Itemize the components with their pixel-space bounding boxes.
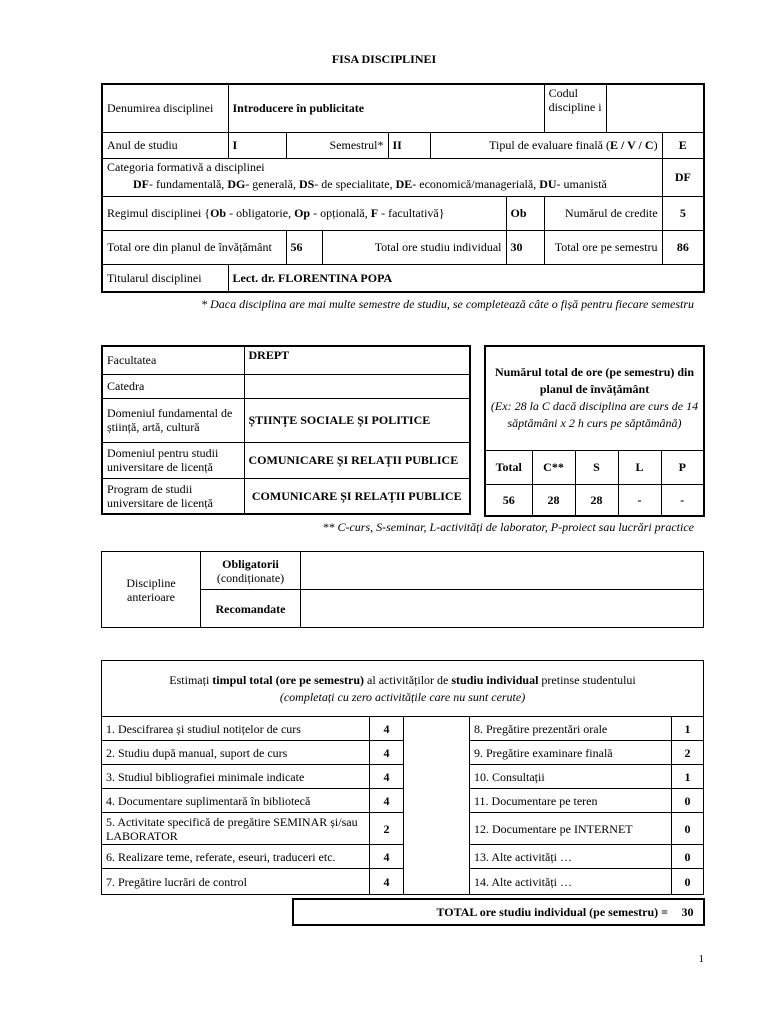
activity-label: 5. Activitate specifică de pregătire SEMINAR și/sau LABORATOR (102, 813, 370, 845)
domeniul-studii-value: COMUNICARE ȘI RELAȚII PUBLICE (244, 442, 470, 478)
activity-value: 4 (370, 789, 404, 813)
codul-label: Codul discipline i (544, 84, 606, 132)
total-plan-label: Total ore din planul de învățământ (102, 230, 286, 264)
total-studiu-label: Total ore studiu individual (322, 230, 506, 264)
regimul-label: Regimul disciplinei {Ob - obligatorie, Op - opțională, F - facultativă} (102, 196, 506, 230)
facultatea-value: DREPT (244, 346, 470, 374)
ore-value-total: 56 (485, 484, 532, 516)
ore-example: (Ex: 28 la C dacă disciplina are curs de 14 săptămâni x 2 h curs pe săptămână) (490, 399, 699, 431)
domeniul-value: ȘTIINȚE SOCIALE ȘI POLITICE (244, 398, 470, 442)
semestrul-label: Semestrul* (286, 132, 388, 158)
activity-value: 2 (672, 741, 704, 765)
studiu-header-sub: (completați cu zero activitățile care nu sunt cerute) (279, 689, 526, 704)
activity-label: 6. Realizare teme, referate, eseuri, traduceri etc. (102, 845, 370, 869)
ore-title: Numărul total de ore (pe semestru) din planul de învățământ (494, 365, 695, 397)
ore-header-p: P (661, 450, 704, 484)
recomandate-label: Recomandate (201, 590, 301, 628)
ore-table (484, 345, 705, 517)
activity-value: 4 (370, 765, 404, 789)
spacer-cell (404, 717, 470, 895)
activity-label: 8. Pregătire prezentări orale (470, 717, 672, 741)
tipul-value: E (662, 132, 704, 158)
anul-label: Anul de studiu (102, 132, 228, 158)
categoria-list: DF- fundamentală, DG- generală, DS- de specialitate, DE- economică/managerială, DU- umanistă (133, 176, 607, 191)
discipline-anterioare-table (101, 551, 704, 628)
activity-label: 12. Documentare pe INTERNET (470, 813, 672, 845)
activity-label: 9. Pregătire examinare finală (470, 741, 672, 765)
activity-value: 0 (672, 813, 704, 845)
total-sem-value: 86 (662, 230, 704, 264)
ore-header-c: C** (532, 450, 575, 484)
activity-value: 1 (672, 717, 704, 741)
footnote-activitati: ** C-curs, S-seminar, L-activități de laborator, P-proiect sau lucrări practice (322, 520, 694, 534)
activity-value: 2 (370, 813, 404, 845)
denumirea-value: Introducere în publicitate (228, 84, 544, 132)
studiu-individual-table (101, 660, 704, 895)
total-sem-label: Total ore pe semestru (544, 230, 662, 264)
activity-label: 14. Alte activități … (470, 869, 672, 895)
page-number: 1 (698, 953, 704, 965)
obligatorii-sub: (condiționate) (216, 570, 285, 585)
catedra-value (244, 374, 470, 398)
ore-value-l: - (618, 484, 661, 516)
discipline-anterioare-label: Discipline anterioare (102, 552, 201, 628)
activity-label: 10. Consultații (470, 765, 672, 789)
credite-label: Numărul de credite (544, 196, 662, 230)
activity-value: 0 (672, 869, 704, 895)
denumirea-label: Denumirea disciplinei (102, 84, 228, 132)
activity-label: 11. Documentare pe teren (470, 789, 672, 813)
total-studiu-value: 30 (506, 230, 544, 264)
facultatea-label: Facultatea (102, 346, 244, 374)
activity-label: 7. Pregătire lucrări de control (102, 869, 370, 895)
ore-value-p: - (661, 484, 704, 516)
obligatorii-label: Obligatorii (222, 556, 279, 571)
titular-value: Lect. dr. FLORENTINA POPA (228, 264, 704, 292)
total-studiu-table (292, 898, 705, 926)
activity-label: 4. Documentare suplimentară în bibliotecă (102, 789, 370, 813)
program-label: Program de studii universitare de licență (102, 478, 244, 514)
activity-value: 0 (672, 845, 704, 869)
activity-value: 4 (370, 845, 404, 869)
categoria-label: Categoria formativă a disciplinei (107, 159, 265, 174)
program-value: COMUNICARE ȘI RELAȚII PUBLICE (244, 478, 470, 514)
tipul-label: Tipul de evaluare finală (E / V / C) (430, 132, 662, 158)
regimul-value: Ob (506, 196, 544, 230)
ore-header-s: S (575, 450, 618, 484)
total-studiu-individual-label: TOTAL ore studiu individual (pe semestru) = (436, 905, 668, 919)
activity-value: 4 (370, 869, 404, 895)
ore-header-total: Total (485, 450, 532, 484)
credite-value: 5 (662, 196, 704, 230)
total-plan-value: 56 (286, 230, 322, 264)
obligatorii-cell (201, 552, 301, 590)
anul-value: I (228, 132, 286, 158)
activity-label: 2. Studiu după manual, suport de curs (102, 741, 370, 765)
studiu-header-title: Estimați timpul total (ore pe semestru) al activităților de studiu individual pretinse studentului (169, 672, 636, 687)
semestrul-value: II (388, 132, 430, 158)
domeniul-studii-label: Domeniul pentru studii universitare de licență (102, 442, 244, 478)
studiu-header (102, 661, 704, 717)
catedra-label: Catedra (102, 374, 244, 398)
ore-header-cell (485, 346, 704, 450)
activity-value: 4 (370, 741, 404, 765)
facultate-table (101, 345, 471, 515)
titular-label: Titularul disciplinei (102, 264, 228, 292)
ore-header-l: L (618, 450, 661, 484)
ore-value-s: 28 (575, 484, 618, 516)
domeniul-label: Domeniul fundamental de știință, artă, cultură (102, 398, 244, 442)
discipline-info-table (101, 83, 705, 293)
recomandate-value (301, 590, 704, 628)
categoria-value: DF (662, 158, 704, 196)
activity-value: 1 (672, 765, 704, 789)
activity-value: 4 (370, 717, 404, 741)
total-studiu-individual-value: 30 (681, 905, 694, 919)
footnote-semestre: * Daca disciplina are mai multe semestre de studiu, se completează câte o fișă pentru fiecare semestru (201, 297, 694, 311)
activity-value: 0 (672, 789, 704, 813)
activity-label: 3. Studiul bibliografiei minimale indicate (102, 765, 370, 789)
activity-label: 1. Descifrarea și studiul notițelor de curs (102, 717, 370, 741)
ore-value-c: 28 (532, 484, 575, 516)
categoria-cell (102, 158, 662, 196)
obligatorii-value (301, 552, 704, 590)
page-title: FISA DISCIPLINEI (331, 52, 437, 66)
codul-value (606, 84, 704, 132)
activity-label: 13. Alte activități … (470, 845, 672, 869)
